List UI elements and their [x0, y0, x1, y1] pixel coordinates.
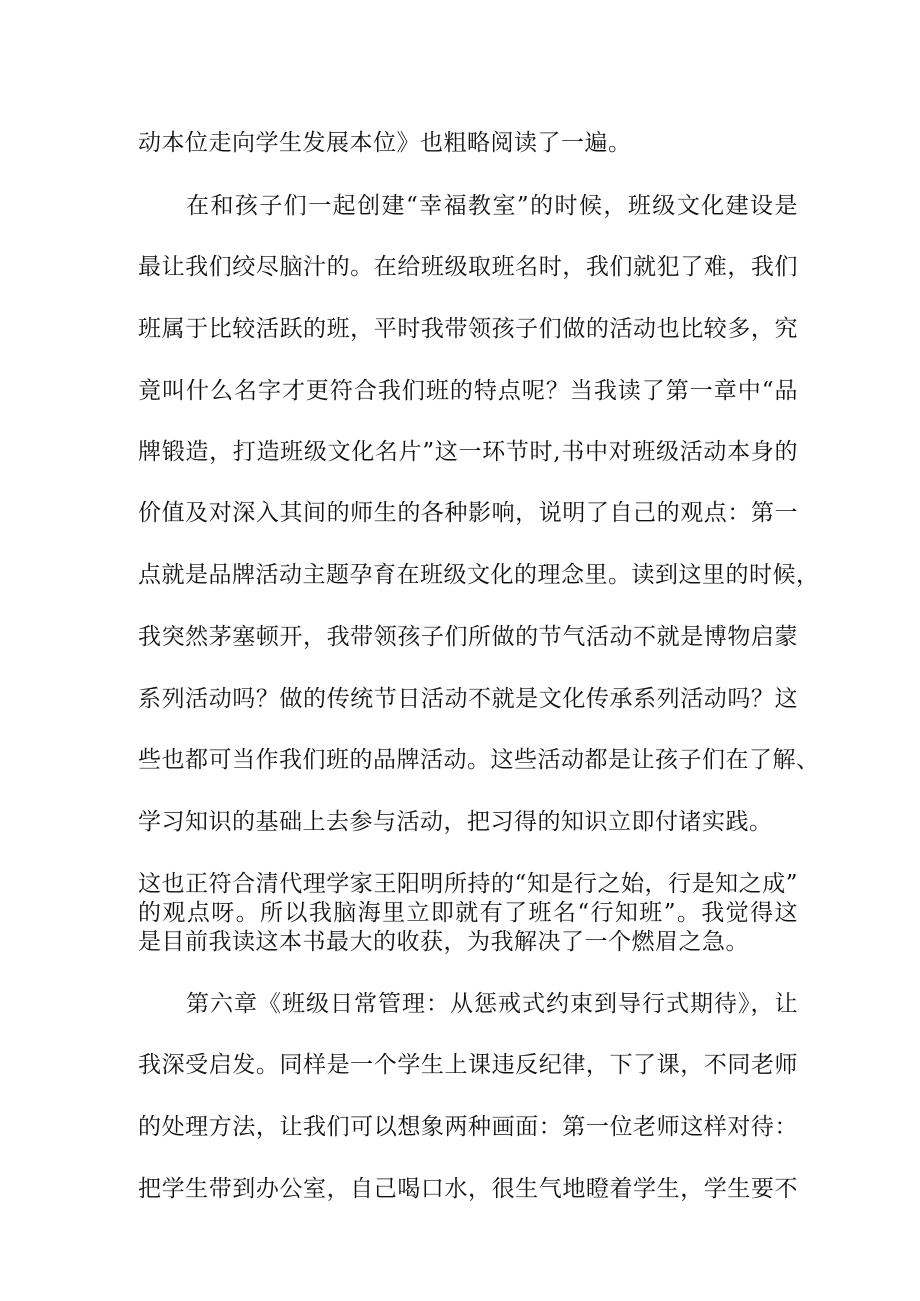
text-line-1: 动本位走向学生发展本位》也粗略阅读了一遍。: [138, 130, 632, 156]
text-line-8: 点就是品牌活动主题孕育在班级文化的理念里。读到这里的时候，: [138, 562, 820, 588]
text-line-12: 学习知识的基础上去参与活动，把习得的知识立即付诸实践。: [138, 809, 773, 835]
text-line-3: 最让我们绞尽脑汁的。在给班级取班名时，我们就犯了难，我们: [138, 254, 798, 280]
text-line-10: 系列活动吗？做的传统节日活动不就是文化传承系列活动吗？这: [138, 686, 798, 712]
text-line-15: 是目前我读这本书最大的收获，为我解决了一个燃眉之急。: [138, 929, 749, 955]
text-line-9: 我突然茅塞顿开，我带领孩子们所做的节气活动不就是博物启蒙: [138, 624, 798, 650]
text-line-2: 在和孩子们一起创建“幸福教室”的时候，班级文化建设是: [186, 193, 798, 219]
text-line-7: 价值及对深入其间的师生的各种影响，说明了自己的观点：第一: [138, 500, 798, 526]
text-line-11: 些也都可当作我们班的品牌活动。这些活动都是让孩子们在了解、: [138, 747, 820, 773]
text-line-13: 这也正符合清代理学家王阳明所持的“知是行之始，行是知之成”: [138, 871, 798, 897]
text-line-19: 把学生带到办公室，自己喝口水，很生气地瞪着学生，学生要不: [138, 1176, 798, 1202]
text-line-4: 班属于比较活跃的班，平时我带领孩子们做的活动也比较多，究: [138, 316, 798, 342]
text-line-18: 的处理方法，让我们可以想象两种画面：第一位老师这样对待：: [138, 1114, 798, 1140]
text-line-14: 的观点呀。所以我脑海里立即就有了班名“行知班”。我觉得这: [138, 900, 798, 926]
text-line-17: 我深受启发。同样是一个学生上课违反纪律，下了课，不同老师: [138, 1052, 798, 1078]
text-line-5: 竟叫什么名字才更符合我们班的特点呢？当我读了第一章中“品: [138, 378, 798, 404]
text-line-16: 第六章《班级日常管理：从惩戒式约束到导行式期待》，让: [186, 991, 798, 1017]
text-line-6: 牌锻造，打造班级文化名片”这一环节时,书中对班级活动本身的: [138, 439, 798, 465]
